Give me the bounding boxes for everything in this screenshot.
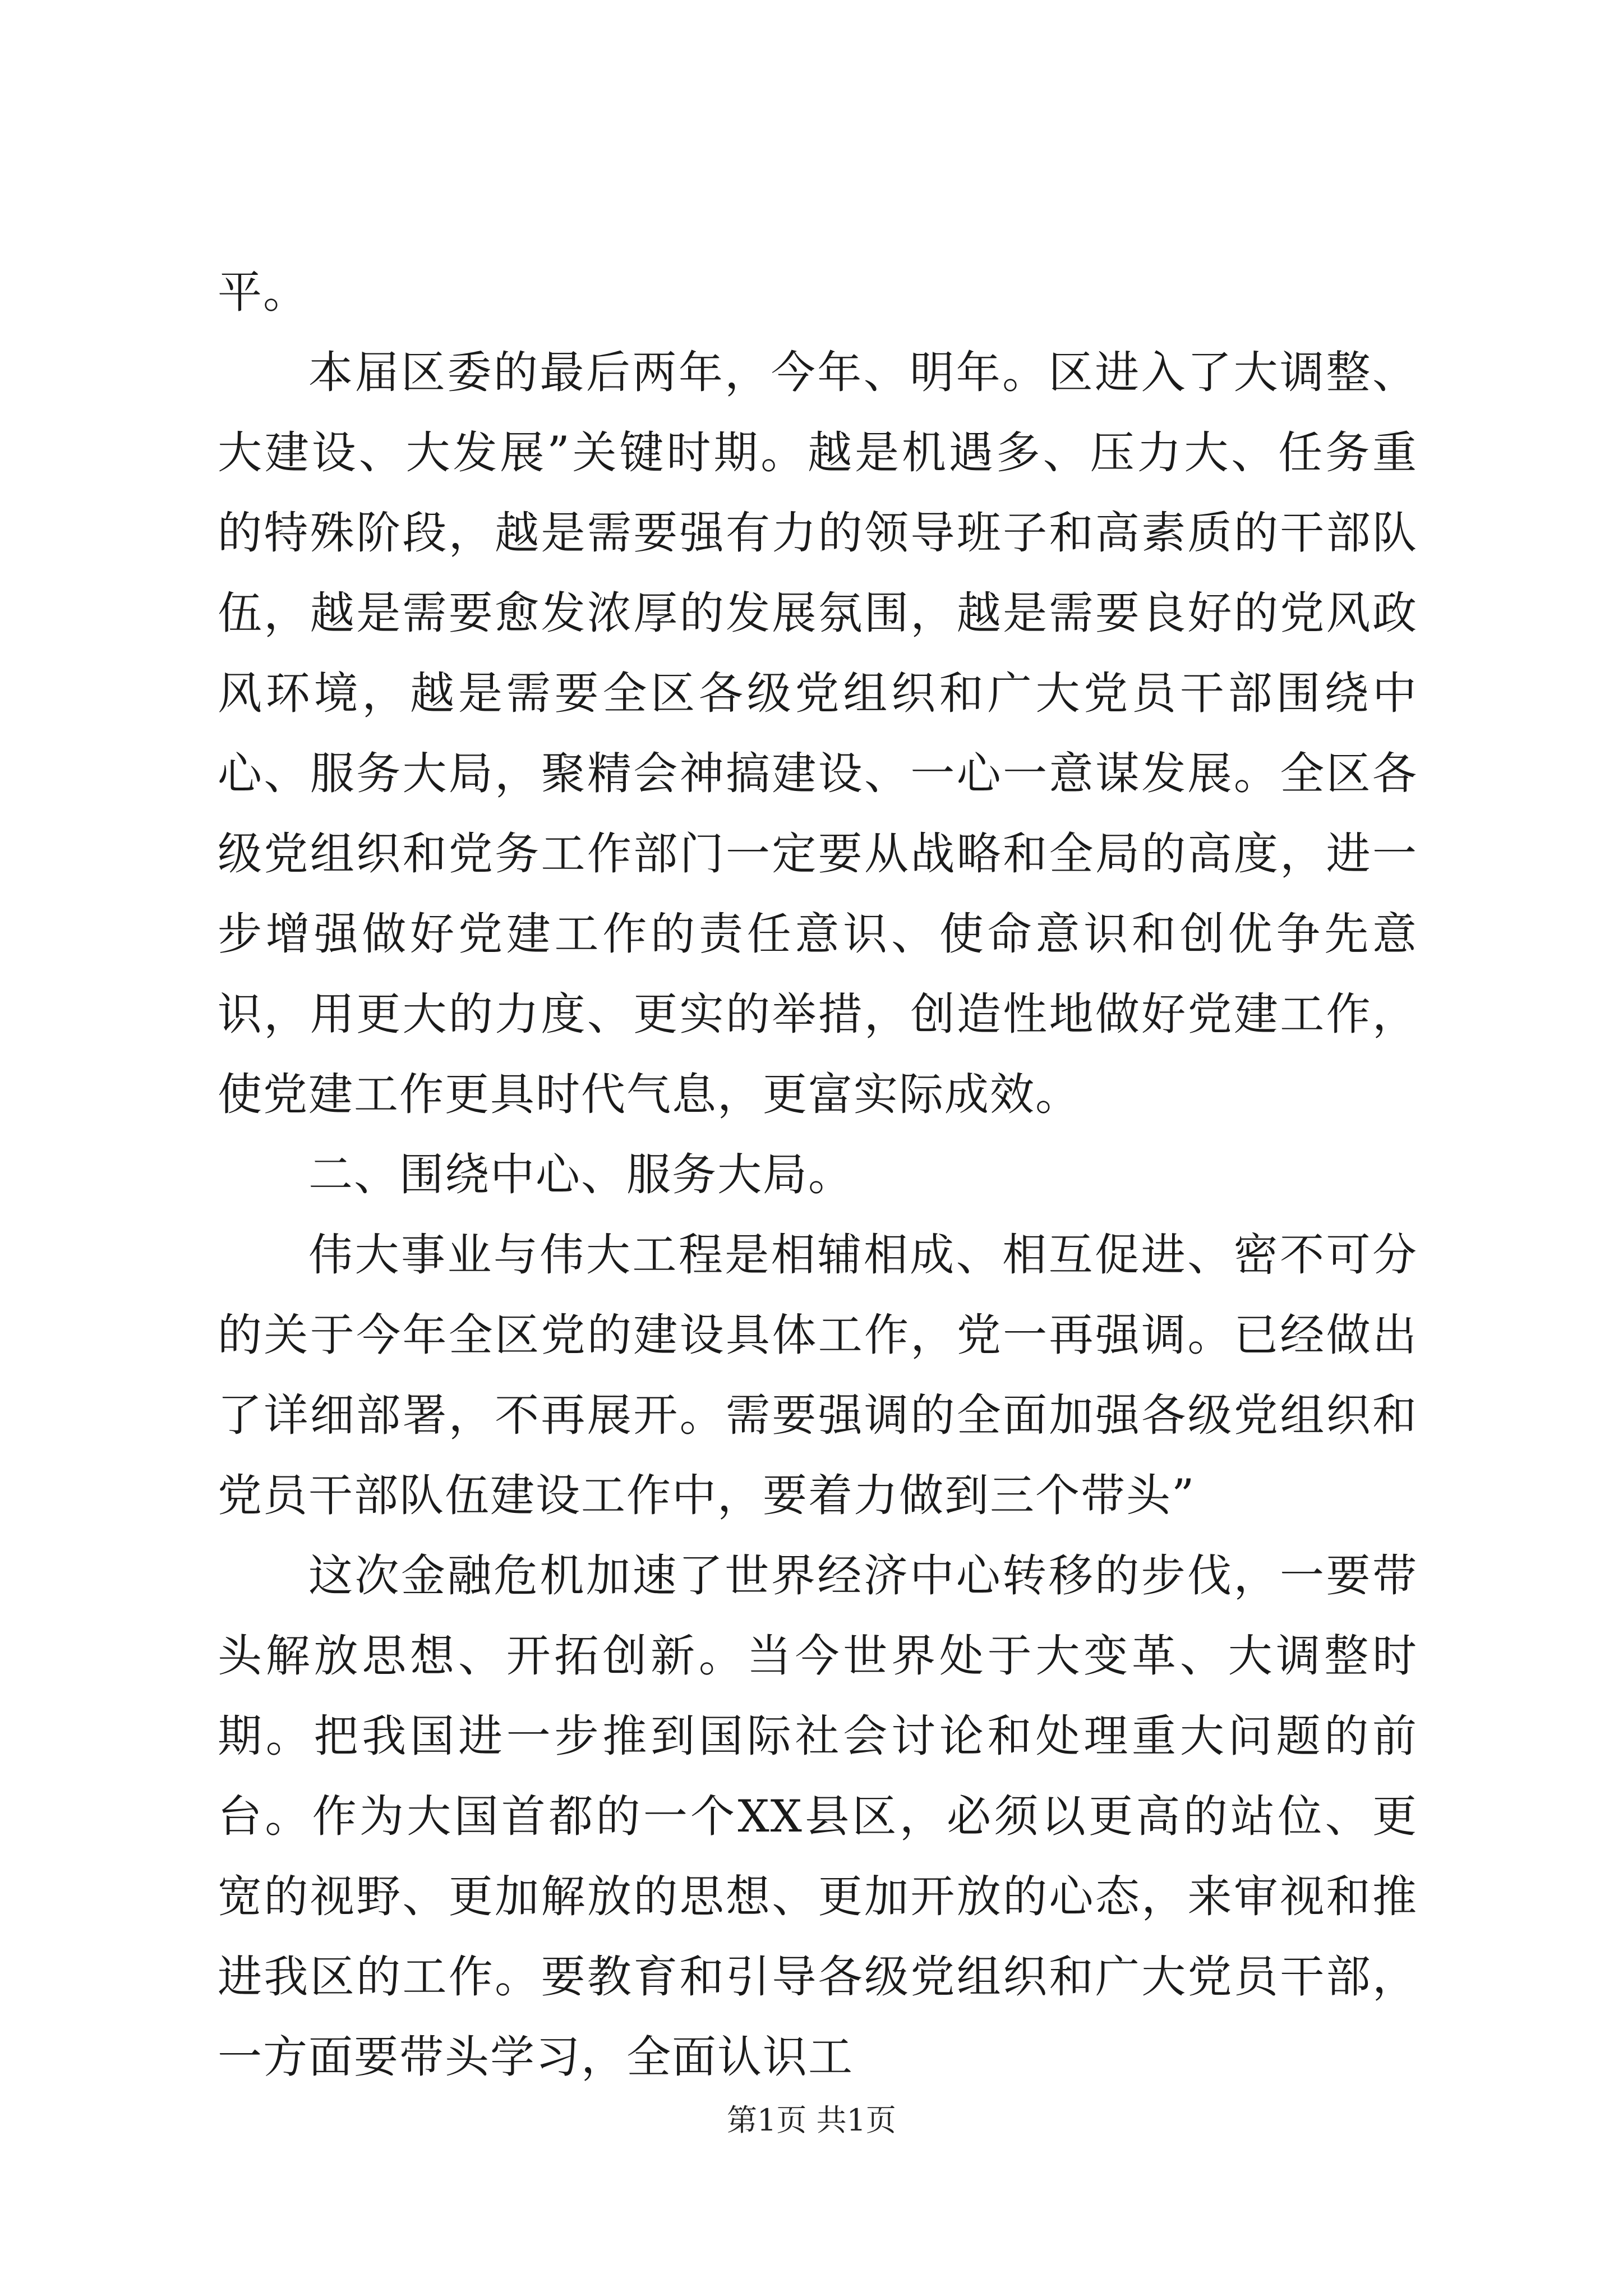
section-heading: 二、围绕中心、服务大局。: [308, 1149, 854, 1200]
paragraph: 伟大事业与伟大工程是相辅相成、相互促进、密不可分的关于今年全区党的建设具体工作，党一再强调。已经做出了详细部署，不再展开。需要强调的全面加强各级党组织和党员干部队伍建设工作中，要着力做到三个带头”: [218, 1229, 1418, 1521]
page-number-footer: 第1页 共1页: [727, 2102, 896, 2138]
paragraph: 这次金融危机加速了世界经济中心转移的步伐，一要带头解放思想、开拓创新。当今世界处于大变革、大调整时期。把我国进一步推到国际社会讨论和处理重大问题的前台。作为大国首都的一个XX县区，必须以更高的站位、更宽的视野、更加解放的思想、更加开放的心态，来审视和推进我区的工作。要教育和引导各级党组织和广大党员干部，一方面要带头学习，全面认识工: [218, 1550, 1418, 2083]
document-body: [218, 252, 1418, 2097]
paragraph: 本届区委的最后两年，今年、明年。区进入了大调整、大建设、大发展”关键时期。越是机遇多、压力大、任务重的特殊阶段，越是需要强有力的领导班子和高素质的干部队伍，越是需要愈发浓厚的发展氛围，越是需要良好的党风政风环境，越是需要全区各级党组织和广大党员干部围绕中心、服务大局，聚精会神搞建设、一心一意谋发展。全区各级党组织和党务工作部门一定要从战略和全局的高度，进一步增强做好党建工作的责任意识、使命意识和创优争先意识，用更大的力度、更实的举措，创造性地做好党建工作，使党建工作更具时代气息，更富实际成效。: [218, 347, 1418, 1120]
paragraph-continuation: 平。: [218, 266, 308, 318]
